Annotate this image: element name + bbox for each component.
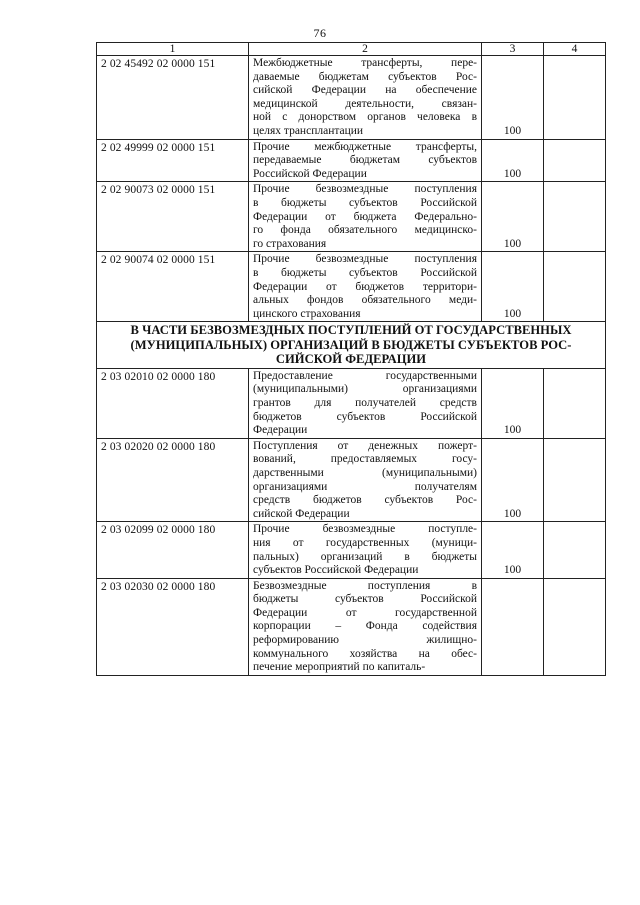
description-line: печение мероприятий по капиталь- xyxy=(253,661,426,674)
description-line: го фонда обязательного медицинско- xyxy=(253,224,477,237)
description-line: субъектов Российской Федерации xyxy=(253,564,419,577)
description-line: даваемые бюджетам субъектов Рос- xyxy=(253,70,477,83)
description-line: Межбюджетные трансферты, пере- xyxy=(253,57,477,69)
description-line: цинского страхования xyxy=(253,307,361,320)
column-header: 4 xyxy=(544,43,606,56)
norm-percent-cell: 100 xyxy=(482,252,544,322)
description-line: в бюджеты субъектов Российской xyxy=(253,196,477,209)
budget-code-table xyxy=(96,42,606,676)
description-line: пальных) организаций в бюджеты xyxy=(253,550,477,563)
description-line: Федерации от бюджетов территори- xyxy=(253,280,477,293)
norm-percent-cell: 100 xyxy=(482,522,544,578)
table-row xyxy=(97,182,606,252)
description-cell xyxy=(249,182,482,252)
description-line: в бюджеты субъектов Российской xyxy=(253,266,477,279)
description-cell xyxy=(249,578,482,675)
description-line: ной с донорством органов человека в xyxy=(253,111,477,124)
budget-code-cell: 2 02 45492 02 0000 151 xyxy=(97,56,249,140)
col4-cell xyxy=(544,438,606,522)
budget-code-cell: 2 03 02010 02 0000 180 xyxy=(97,368,249,438)
table-row xyxy=(97,438,606,522)
description-line: сийской Федерации на обеспечение xyxy=(253,84,477,97)
col4-cell xyxy=(544,182,606,252)
description-line: альных фондов обязательного меди- xyxy=(253,294,477,307)
norm-percent-cell: 100 xyxy=(482,56,544,140)
description-line: Безвозмездные поступления в xyxy=(253,579,477,592)
column-header: 1 xyxy=(97,43,249,56)
norm-percent-cell: 100 xyxy=(482,139,544,182)
budget-code-cell: 2 03 02020 02 0000 180 xyxy=(97,438,249,522)
description-line: средств бюджетов субъектов Рос- xyxy=(253,494,477,507)
budget-code-cell: 2 02 90073 02 0000 151 xyxy=(97,182,249,252)
description-line: реформированию жилищно- xyxy=(253,634,477,647)
col4-cell xyxy=(544,56,606,140)
description-line: Федерации xyxy=(253,424,308,437)
column-header: 3 xyxy=(482,43,544,56)
column-header: 2 xyxy=(249,43,482,56)
description-line: бюджетов субъектов Российской xyxy=(253,410,477,423)
budget-code-cell: 2 02 90074 02 0000 151 xyxy=(97,252,249,322)
budget-code-cell: 2 03 02030 02 0000 180 xyxy=(97,578,249,675)
description-line: целях трансплантации xyxy=(253,124,364,137)
section-heading xyxy=(97,322,606,369)
description-line: бюджеты субъектов Российской xyxy=(253,593,477,606)
description-line: грантов для получателей средств xyxy=(253,396,477,409)
description-line: Российской Федерации xyxy=(253,167,367,180)
col4-cell xyxy=(544,252,606,322)
description-line: (муниципальными) организациями xyxy=(253,383,477,396)
section-heading-line: СИЙСКОЙ ФЕДЕРАЦИИ xyxy=(275,352,427,367)
budget-code-cell: 2 03 02099 02 0000 180 xyxy=(97,522,249,578)
description-line: Федерации от бюджета Федерально- xyxy=(253,210,477,223)
description-line: вований, предоставляемых госу- xyxy=(253,453,477,466)
col4-cell xyxy=(544,368,606,438)
description-line: дарственными (муниципальными) xyxy=(253,466,477,479)
description-cell xyxy=(249,56,482,140)
description-line: сийской Федерации xyxy=(253,507,350,520)
page-number: 76 xyxy=(313,26,327,40)
description-line: Федерации от государственной xyxy=(253,606,477,619)
col4-cell xyxy=(544,139,606,182)
norm-percent-cell xyxy=(482,578,544,675)
description-line: Прочие межбюджетные трансферты, xyxy=(253,140,477,153)
description-line: ния от государственных (муници- xyxy=(253,536,477,549)
col4-cell xyxy=(544,578,606,675)
table-row xyxy=(97,139,606,182)
table-header-row xyxy=(97,43,606,56)
description-line: Прочие безвозмездные поступления xyxy=(253,183,477,196)
description-line: Поступления от денежных пожерт- xyxy=(253,439,477,452)
description-line: Предоставление государственными xyxy=(253,369,477,382)
description-cell xyxy=(249,438,482,522)
norm-percent-cell: 100 xyxy=(482,368,544,438)
description-line: коммунального хозяйства на обес- xyxy=(253,647,477,660)
description-line: корпорации – Фонда содействия xyxy=(253,620,477,633)
section-heading-line: (МУНИЦИПАЛЬНЫХ) ОРГАНИЗАЦИЙ В БЮДЖЕТЫ СУБЪЕКТОВ РОС- xyxy=(130,337,572,352)
description-line: передаваемые бюджетам субъектов xyxy=(253,154,477,167)
description-cell xyxy=(249,252,482,322)
norm-percent-cell: 100 xyxy=(482,182,544,252)
budget-code-cell: 2 02 49999 02 0000 151 xyxy=(97,139,249,182)
section-heading-line: В ЧАСТИ БЕЗВОЗМЕЗДНЫХ ПОСТУПЛЕНИЙ ОТ ГОСУДАРСТВЕННЫХ xyxy=(130,323,572,338)
description-line: медицинской деятельности, связан- xyxy=(253,97,477,110)
norm-percent-cell: 100 xyxy=(482,438,544,522)
description-line: организациями получателям xyxy=(253,480,477,493)
table-row xyxy=(97,578,606,675)
table-row xyxy=(97,522,606,578)
description-cell xyxy=(249,368,482,438)
description-line: Прочие безвозмездные поступле- xyxy=(253,523,477,536)
table-row xyxy=(97,252,606,322)
description-line: Прочие безвозмездные поступления xyxy=(253,253,477,266)
description-cell xyxy=(249,522,482,578)
description-line: го страхования xyxy=(253,237,327,250)
section-heading-row xyxy=(97,322,606,369)
col4-cell xyxy=(544,522,606,578)
description-cell xyxy=(249,139,482,182)
table-row xyxy=(97,56,606,140)
table-row xyxy=(97,368,606,438)
